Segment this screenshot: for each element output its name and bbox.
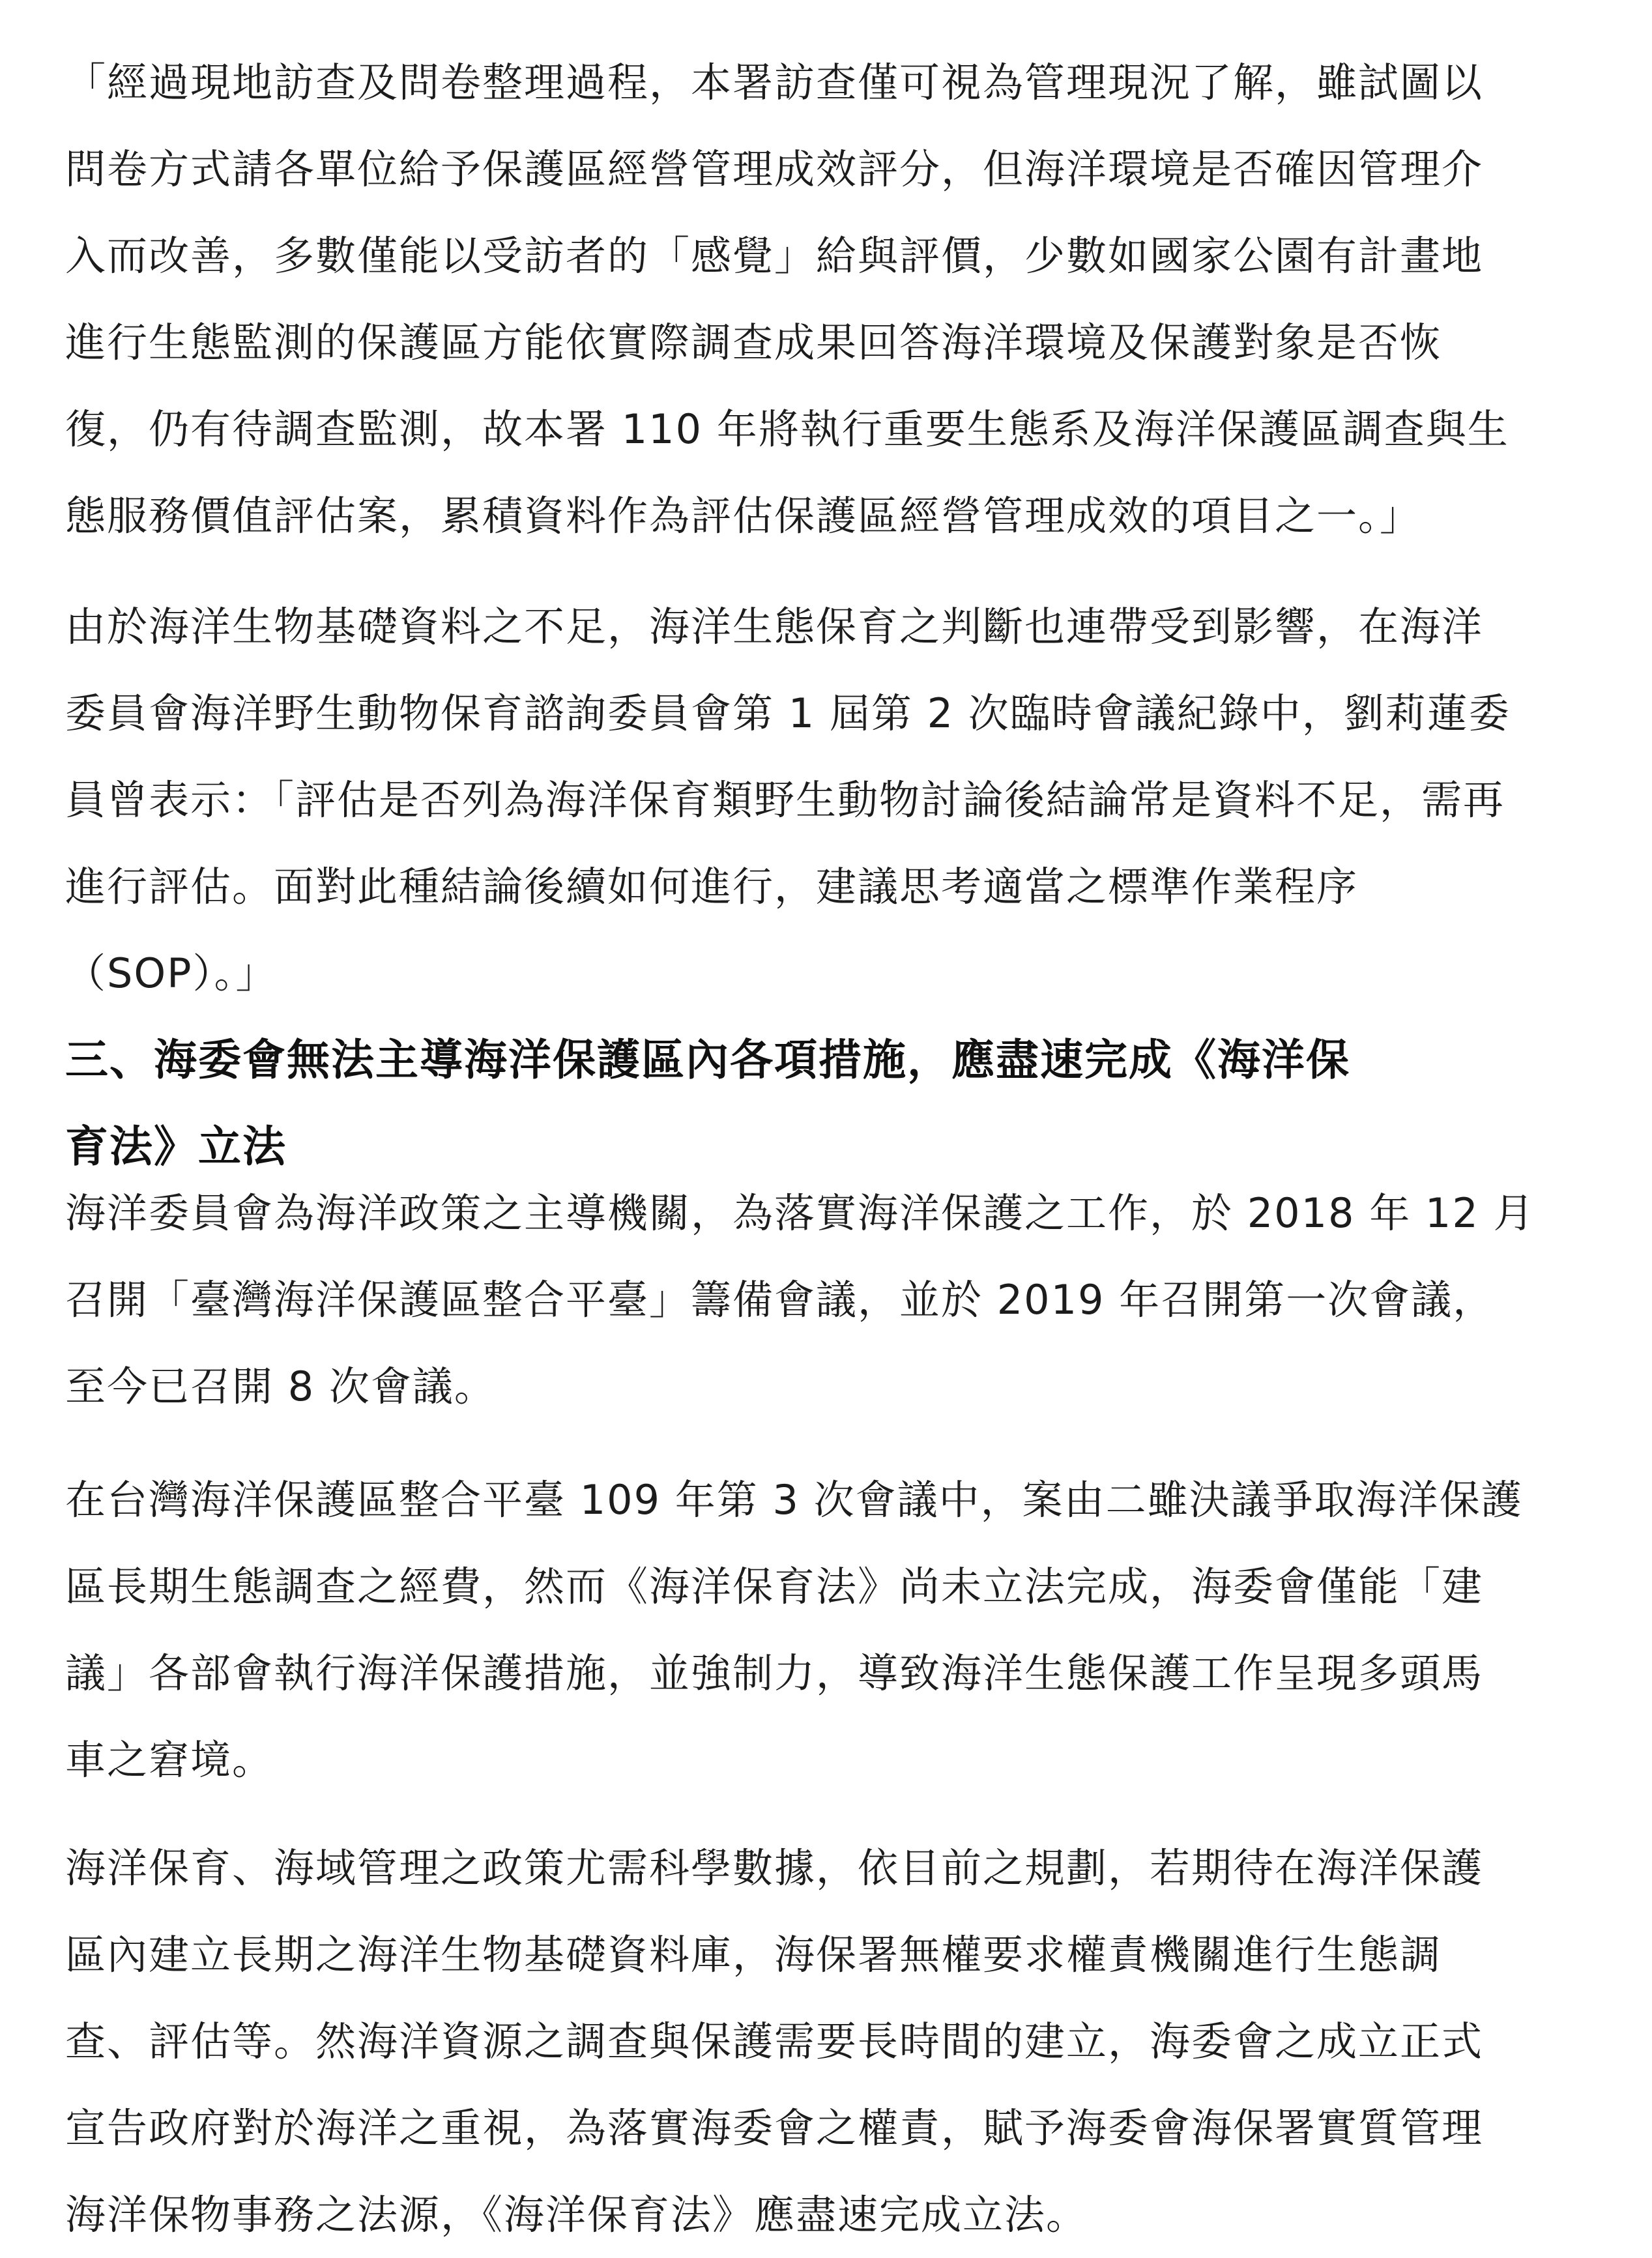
text-line: 區內建立長期之海洋生物基礎資料庫，海保署無權要求權責機關進行生態調 [65, 1931, 1442, 1978]
text-line: 復，仍有待調查監測，故本署 110 年將執行重要生態系及海洋保護區調查與生 [65, 405, 1509, 453]
paragraph-legislation [65, 1825, 1597, 2258]
text-line: 車之窘境。 [65, 1736, 274, 1784]
text-line: 查、評估等。然海洋資源之調查與保護需要長時間的建立，海委會之成立正式 [65, 2018, 1484, 2065]
text-line: 海洋保物事務之法源，《海洋保育法》應盡速完成立法。 [65, 2191, 1088, 2238]
text-line: 進行生態監測的保護區方能依實際調查成果回答海洋環境及保護對象是否恢 [65, 319, 1442, 366]
text-line: 入而改善，多數僅能以受訪者的「感覺」給與評價，少數如國家公園有計畫地 [65, 232, 1484, 280]
text-line: 由於海洋生物基礎資料之不足，海洋生態保育之判斷也連帶受到影響，在海洋 [65, 603, 1484, 650]
text-line: 區長期生態調查之經費，然而《海洋保育法》尚未立法完成，海委會僅能「建 [65, 1563, 1484, 1610]
text-line: 在台灣海洋保護區整合平臺 109 年第 3 次會議中，案由二雖決議爭取海洋保護 [65, 1476, 1523, 1524]
text-line: 態服務價值評估案，累積資料作為評估保護區經營管理成效的項目之一。」 [65, 492, 1422, 540]
text-line: 召開「臺灣海洋保護區整合平臺」籌備會議，並於 2019 年召開第一次會議， [65, 1276, 1495, 1324]
paragraph-third-meeting [65, 1456, 1597, 1803]
text-line: 宣告政府對於海洋之重視，為落實海委會之權責，賦予海委會海保署實質管理 [65, 2104, 1484, 2152]
text-line: 員曾表示：「評估是否列為海洋保育類野生動物討論後結論常是資料不足，需再 [65, 776, 1505, 824]
heading-line: 育法》立法 [65, 1122, 287, 1172]
text-line: 海洋委員會為海洋政策之主導機關，為落實海洋保護之工作，於 2018 年 12 月 [65, 1189, 1535, 1237]
paragraph-platform [65, 1170, 1597, 1430]
heading-line: 三、海委會無法主導海洋保護區內各項措施，應盡速完成《海洋保 [65, 1035, 1350, 1085]
text-line: 進行評估。面對此種結論後續如何進行，建議思考適當之標準作業程序 [65, 863, 1359, 910]
paragraph-data-shortage [65, 583, 1597, 1017]
text-line: 至今已召開 8 次會議。 [65, 1363, 496, 1410]
text-line: 議」各部會執行海洋保護措施，並強制力，導致海洋生態保護工作呈現多頭馬 [65, 1649, 1484, 1697]
section-heading [65, 1017, 1597, 1190]
quote-paragraph-survey [65, 39, 1597, 559]
text-line: 海洋保育、海域管理之政策尤需科學數據，依目前之規劃，若期待在海洋保護 [65, 1844, 1484, 1892]
text-line: 問卷方式請各單位給予保護區經營管理成效評分，但海洋環境是否確因管理介 [65, 145, 1484, 193]
text-line: 「經過現地訪查及問卷整理過程，本署訪查僅可視為管理現況了解，雖試圖以 [65, 59, 1484, 106]
text-line: 委員會海洋野生動物保育諮詢委員會第 1 屆第 2 次臨時會議紀錄中，劉莉蓮委 [65, 689, 1511, 737]
text-line: （SOP）。」 [65, 949, 278, 997]
